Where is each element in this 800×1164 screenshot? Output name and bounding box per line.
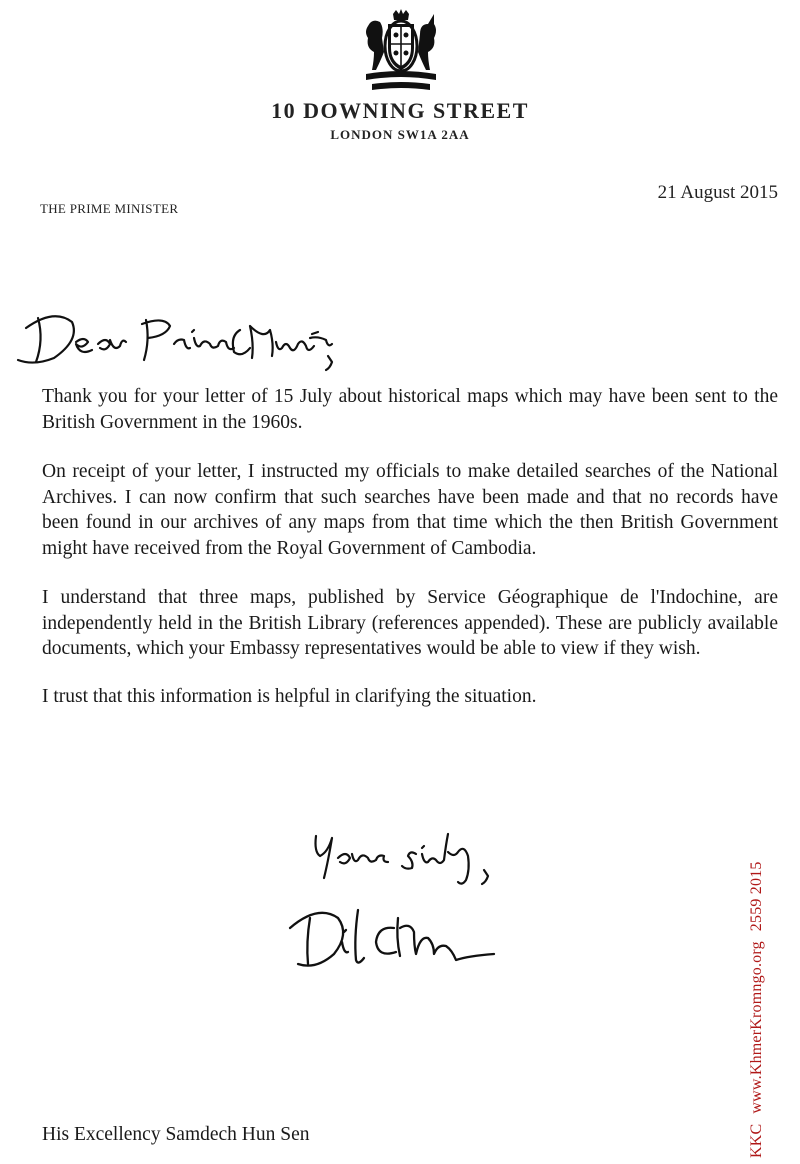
- body-paragraph: I understand that three maps, published by Service Géographique de l'Indochine, are independently held in the British Library (references appended). These are publicly available documents, which your Embassy representatives would be able to view if they wish.: [42, 587, 778, 659]
- watermark-year: 2559 2015: [748, 861, 765, 932]
- letterhead-city: LONDON SW1A 2AA: [330, 127, 470, 142]
- handwritten-closing: [298, 822, 528, 892]
- watermark: [748, 861, 766, 1158]
- letter-date: 21 August 2015: [657, 182, 778, 203]
- body-paragraph: On receipt of your letter, I instructed my officials to make detailed searches of the National Archives. I can now confirm that such searches have been made and that no records have been found in our archives of any maps from that time which the then British Government might have received from the Royal Government of Cambodia.: [42, 461, 778, 559]
- body-paragraph: I trust that this information is helpful in clarifying the situation.: [42, 685, 537, 707]
- watermark-site: www.KhmerKromngo.org: [748, 941, 765, 1114]
- watermark-prefix: KKC: [748, 1123, 765, 1158]
- recipient-name: His Excellency Samdech Hun Sen: [42, 1124, 310, 1145]
- sender-title: THE PRIME MINISTER: [40, 201, 179, 216]
- letterhead-street: 10 DOWNING STREET: [271, 98, 529, 123]
- handwritten-salutation: [14, 300, 344, 372]
- letter-body: [42, 384, 778, 733]
- signature: [284, 898, 504, 978]
- body-paragraph: Thank you for your letter of 15 July about historical maps which may have been sent to the British Government in the 1960s.: [42, 386, 778, 433]
- royal-coat-of-arms-icon: [362, 8, 440, 94]
